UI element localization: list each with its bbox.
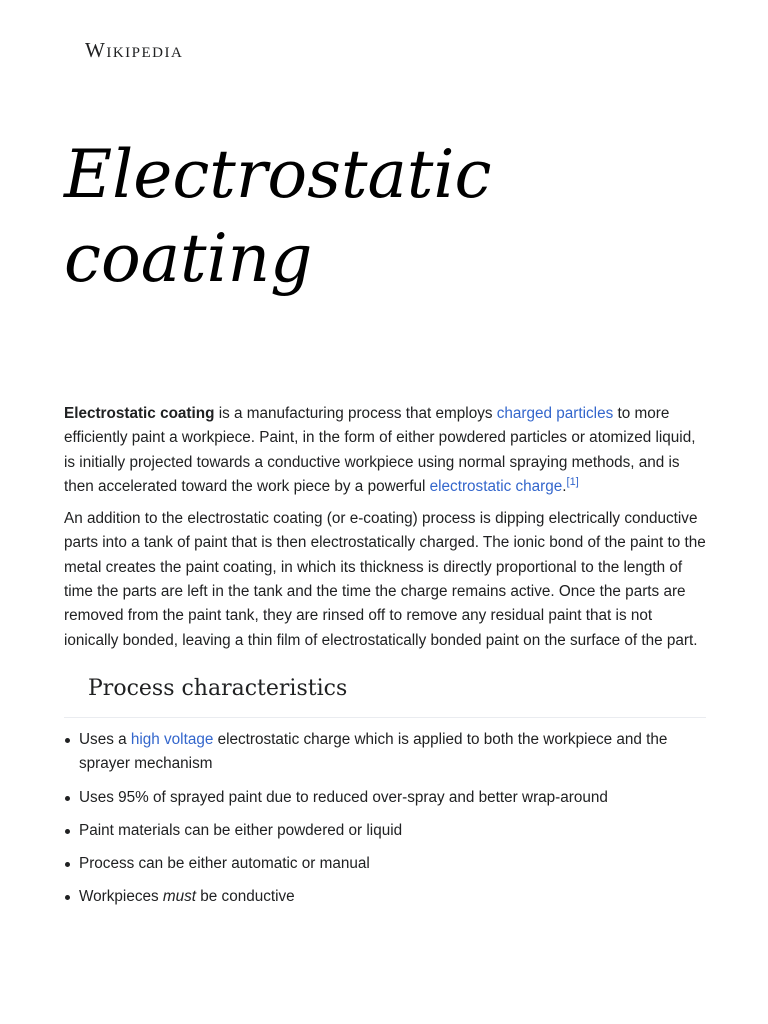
list-item-1-prefix: Uses a — [79, 730, 131, 748]
list-item-1-suffix: electrostatic charge which is applied to both the workpiece and the sprayer mechanism — [79, 730, 668, 773]
list-item-5-prefix: Workpieces — [79, 888, 163, 906]
process-characteristics-list — [64, 728, 706, 910]
list-item-5-suffix: be conductive — [196, 888, 295, 906]
list-item — [79, 728, 706, 777]
list-item-5-emphasis: must — [162, 888, 197, 906]
page-title-line-2: coating — [64, 220, 313, 297]
intro-text-3: . — [562, 477, 567, 495]
intro-term: Electrostatic coating — [64, 405, 215, 422]
wikipedia-wordmark-logo[interactable]: Wikipedia — [85, 38, 184, 62]
electrostatic-charge-link[interactable]: electrostatic charge — [429, 477, 563, 495]
list-item — [79, 885, 706, 909]
page-title-line-1: Electrostatic — [64, 136, 492, 213]
high-voltage-link[interactable]: high voltage — [130, 730, 214, 748]
section-heading-process-characteristics: Process characteristics — [64, 672, 706, 718]
article-body — [64, 402, 706, 919]
list-item: Uses 95% of sprayed paint due to reduced over-spray and better wrap-around — [79, 786, 706, 810]
charged-particles-link[interactable]: charged particles — [496, 405, 614, 422]
body-paragraph: An addition to the electrostatic coating (or e-coating) process is dipping electrically conductive parts into a tank of paint that is then electrostatically charged. The ionic bond of the paint to the metal creates the paint coating, in which its thickness is directly proportional to the length of time the parts are left in the tank and the time the charge remains active. Once the parts are removed from the paint tank, they are rinsed off to remove any residual paint that is not ionically bonded, leaving a thin film of electrostatically bonded paint on the surface of the part. — [64, 510, 706, 649]
list-item: Paint materials can be either powdered or liquid — [79, 819, 706, 843]
intro-text-2: to more efficiently paint a workpiece. Paint, in the form of either powdered particles or atomized liquid, is initially projected towards a conductive workpiece using normal spraying methods, and is then accelerated toward the work piece by a powerful — [64, 405, 696, 495]
intro-text-1: is a manufacturing process that employs — [214, 405, 497, 422]
list-item: Process can be either automatic or manual — [79, 852, 706, 876]
page-title — [64, 133, 724, 301]
intro-paragraph — [64, 402, 706, 499]
reference-1-link[interactable]: [1] — [566, 475, 579, 488]
